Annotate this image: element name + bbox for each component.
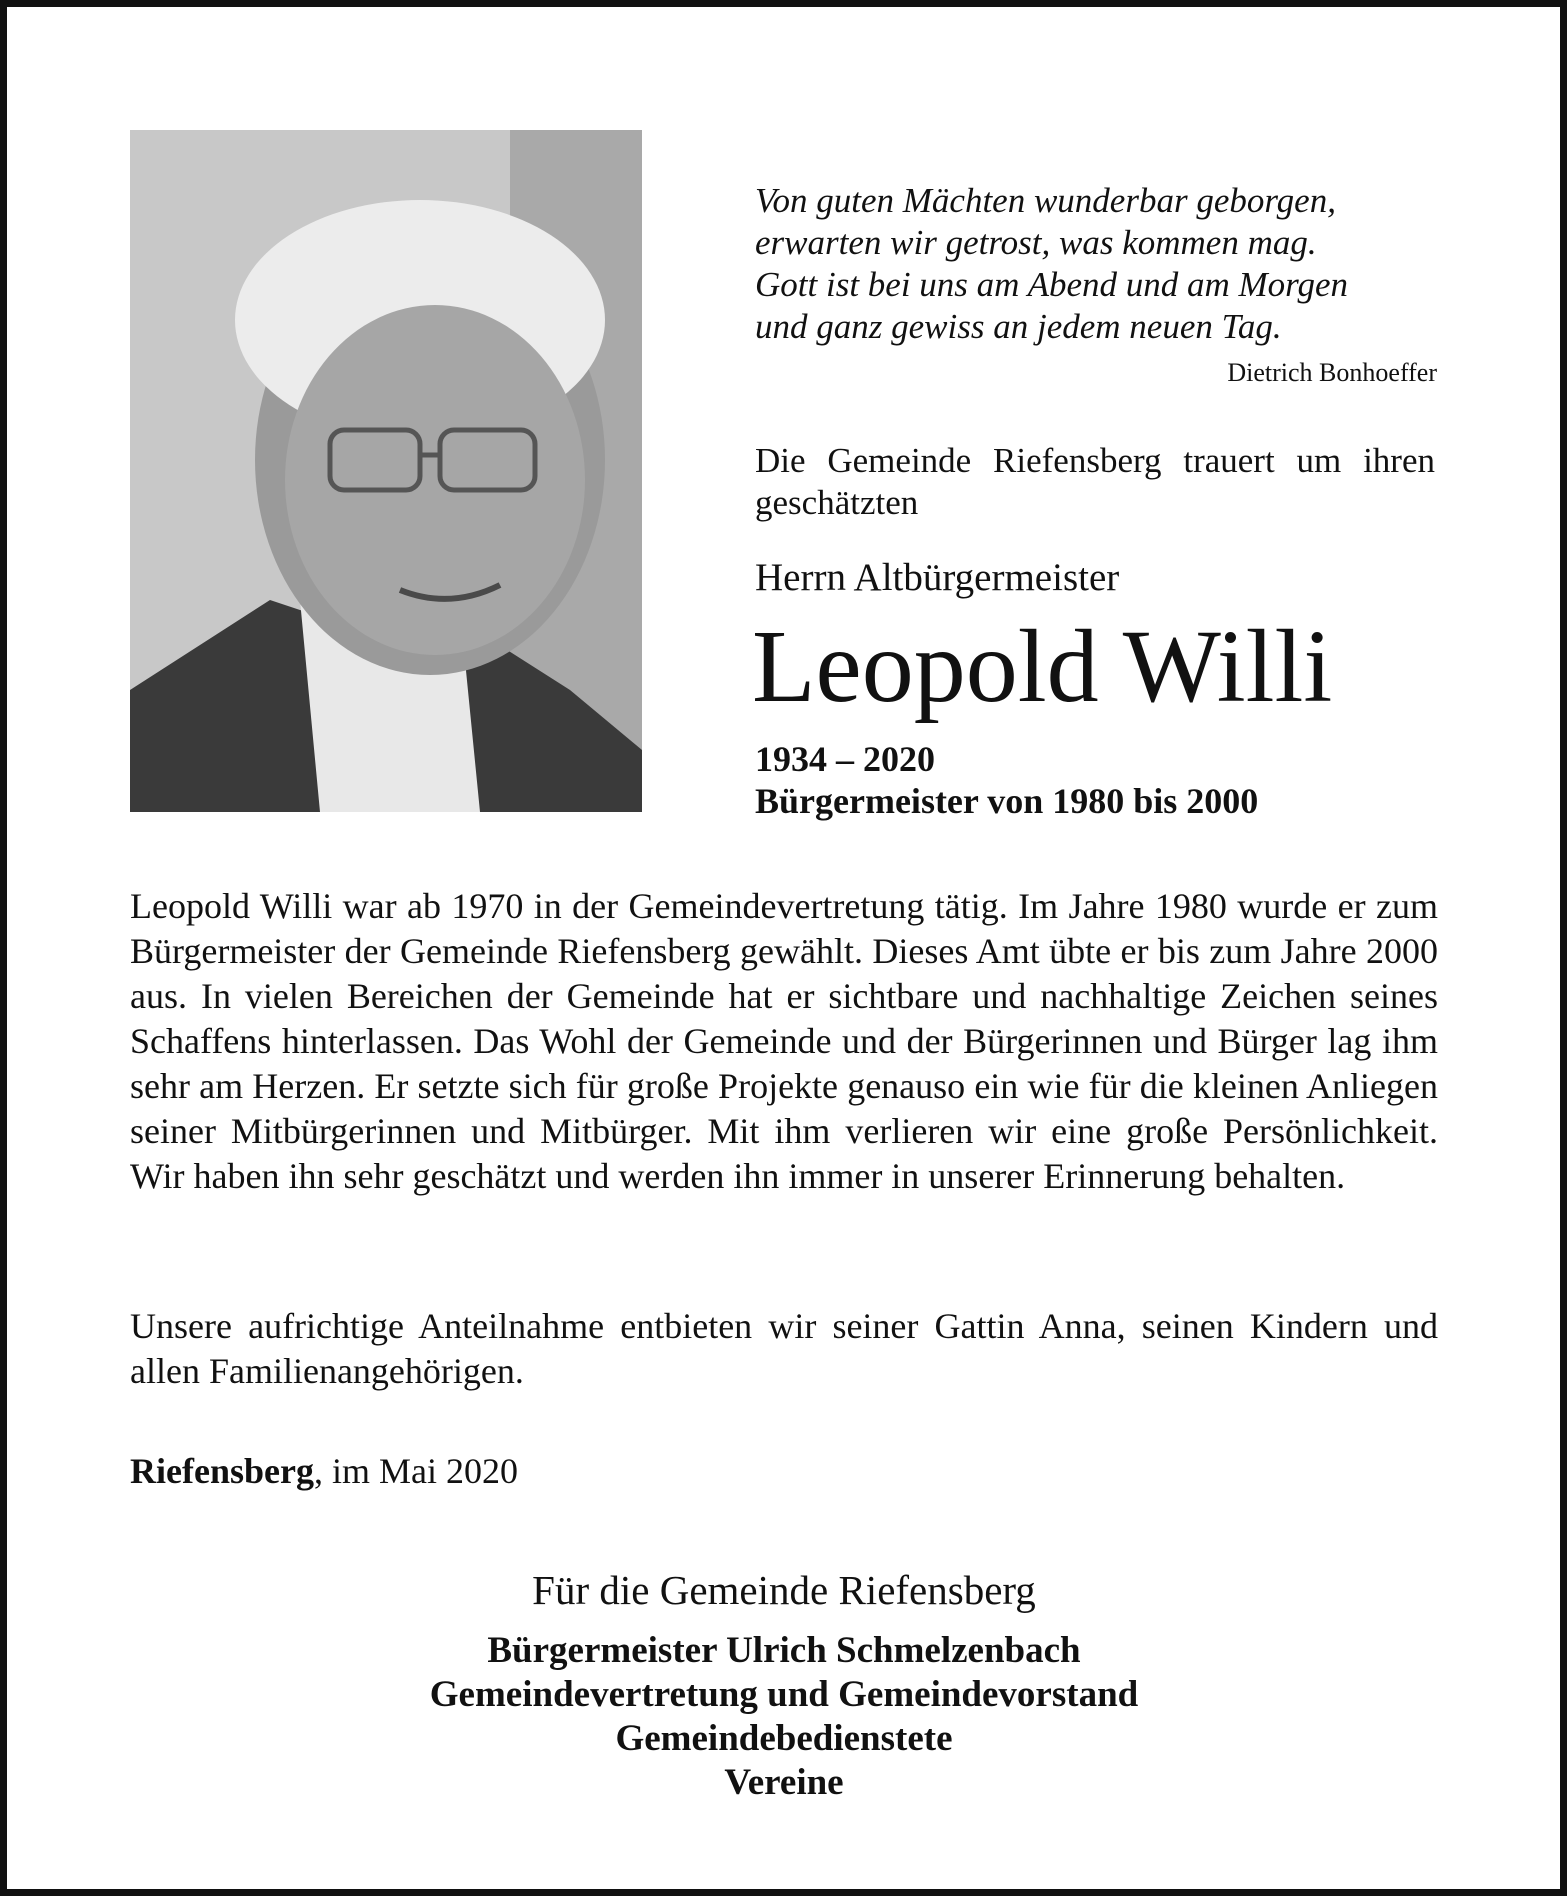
portrait-illustration bbox=[130, 130, 642, 812]
quote-author: Dietrich Bonhoeffer bbox=[1227, 358, 1437, 387]
signoff-line: Gemeindevertretung und Gemeindevorstand bbox=[429, 1674, 1139, 1715]
signoff-block bbox=[130, 1565, 1438, 1805]
place-name: Riefensberg bbox=[130, 1451, 314, 1491]
date-text: , im Mai 2020 bbox=[313, 1451, 518, 1491]
life-years: 1934 – 2020 bbox=[755, 739, 935, 779]
deceased-name: Leopold Willi bbox=[752, 609, 1333, 724]
signoff-heading: Für die Gemeinde Riefensberg bbox=[532, 1567, 1036, 1613]
honorific-title: Herrn Altbürgermeister bbox=[755, 556, 1120, 599]
quote-line: Von guten Mächten wunderbar geborgen, bbox=[755, 181, 1336, 220]
quote-line: Gott ist bei uns am Abend und am Morgen bbox=[755, 265, 1349, 304]
signoff-line: Vereine bbox=[724, 1762, 844, 1803]
signoff-line: Gemeindebedienstete bbox=[615, 1718, 953, 1759]
quote-line: und ganz gewiss an jedem neuen Tag. bbox=[755, 307, 1282, 346]
place-date bbox=[130, 1450, 518, 1492]
tribute-paragraph: Leopold Willi war ab 1970 in der Gemeindevertretung tätig. Im Jahre 1980 wurde er zum Bürgermeister der Gemeinde Riefensberg gewählt. Dieses Amt übte er bis zum Jahre 2000 aus. In vielen Bereichen der Gemeinde hat er sichtbare und nachhaltige Zeichen seines Schaffens hinterlassen. Das Wohl der Gemeinde und der Bürgerinnen und Bürger lag ihm sehr am Herzen. Er setzte sich für große Projekte genauso ein wie für die kleinen Anliegen seiner Mitbürgerinnen und Mitbürger. Mit ihm verlieren wir eine große Persönlichkeit. Wir haben ihn sehr geschätzt und werden ihn immer in unserer Erinnerung behalten. bbox=[130, 886, 1438, 1196]
quote-line: erwarten wir getrost, was kommen mag. bbox=[755, 223, 1317, 262]
bonhoeffer-quote bbox=[755, 180, 1445, 348]
office-term: Bürgermeister von 1980 bis 2000 bbox=[755, 781, 1259, 821]
mourning-intro: Die Gemeinde Riefensberg trauert um ihren geschätzten bbox=[755, 441, 1435, 522]
signoff-line: Bürgermeister Ulrich Schmelzenbach bbox=[487, 1630, 1081, 1671]
condolence-paragraph: Unsere aufrichtige Anteilnahme entbieten wir seiner Gattin Anna, seinen Kindern und allen Familienangehörigen. bbox=[130, 1306, 1438, 1391]
portrait-photo bbox=[130, 130, 642, 812]
